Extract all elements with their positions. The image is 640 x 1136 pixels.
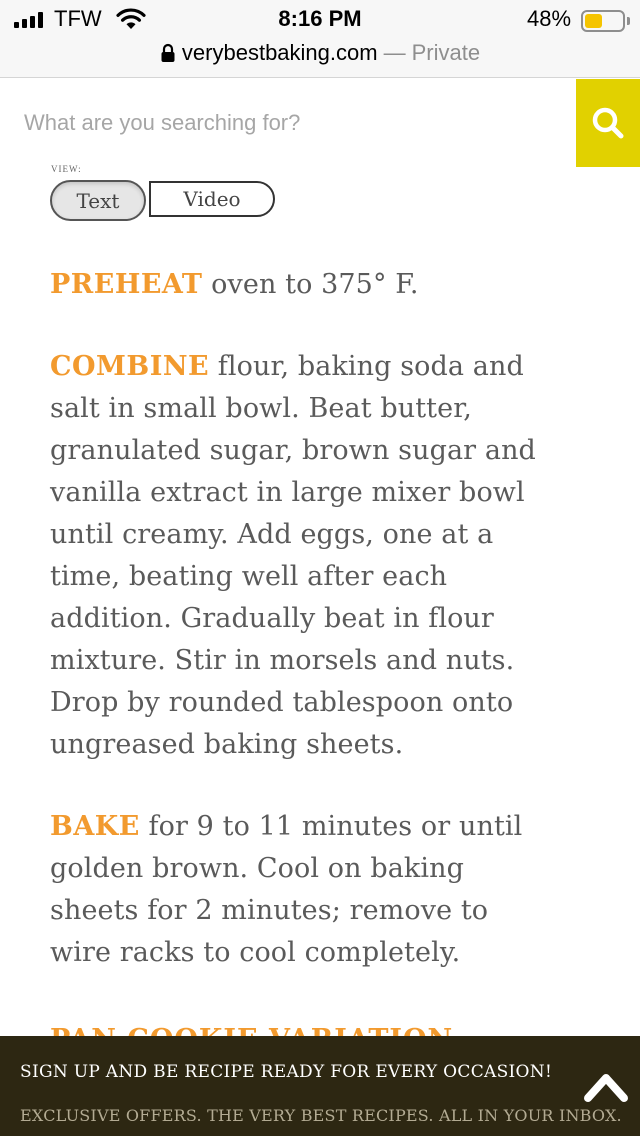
step-preheat	[50, 264, 540, 306]
view-label: VIEW:	[51, 164, 82, 174]
lock-icon	[160, 43, 176, 63]
search-icon	[591, 106, 625, 140]
battery-percent: 48%	[527, 6, 572, 31]
step-text: for 9 to 11 minutes or until golden brown. Cool on baking sheets for 2 minutes; remove to wire racks to cool completely.	[50, 811, 523, 968]
status-bar	[0, 0, 640, 40]
carrier-name: TFW	[54, 6, 102, 31]
step-text: oven to 375° F.	[211, 269, 419, 300]
step-keyword: PREHEAT	[50, 269, 203, 300]
recipe-directions	[50, 264, 540, 1014]
step-bake	[50, 806, 540, 974]
signup-subtitle: EXCLUSIVE OFFERS. THE VERY BEST RECIPES. ALL IN YOUR INBOX.	[20, 1106, 622, 1125]
address-bar[interactable]	[0, 40, 640, 78]
battery-level	[585, 14, 602, 28]
search-button[interactable]	[576, 79, 640, 167]
view-video-toggle[interactable]: Video	[149, 181, 275, 217]
step-keyword: BAKE	[50, 811, 140, 842]
site-search	[0, 79, 640, 167]
step-text: flour, baking soda and salt in small bowl. Beat butter, granulated sugar, brown sugar and vanilla extract in large mixer bowl until creamy. Add eggs, one at a time, beating well after each addition. Gradually beat in flour mixture. Stir in morsels and nuts. Drop by rounded tablespoon onto ungreased baking sheets.	[50, 351, 536, 760]
chevron-up-icon	[582, 1066, 630, 1106]
signup-title: SIGN UP AND BE RECIPE READY FOR EVERY OCCASION!	[20, 1062, 553, 1082]
battery-icon	[581, 10, 625, 32]
battery-nub	[627, 17, 630, 25]
search-input[interactable]	[0, 79, 576, 167]
scroll-to-top-button[interactable]	[582, 1066, 630, 1106]
step-keyword: COMBINE	[50, 351, 210, 382]
view-text-toggle[interactable]: Text	[50, 180, 146, 221]
signup-banner[interactable]	[0, 1036, 640, 1136]
step-combine	[50, 346, 540, 766]
private-mode-label: Private	[411, 40, 481, 65]
url-domain: verybestbaking.com	[181, 40, 378, 65]
url-separator: —	[383, 40, 406, 65]
clock: 8:16 PM	[278, 6, 362, 31]
